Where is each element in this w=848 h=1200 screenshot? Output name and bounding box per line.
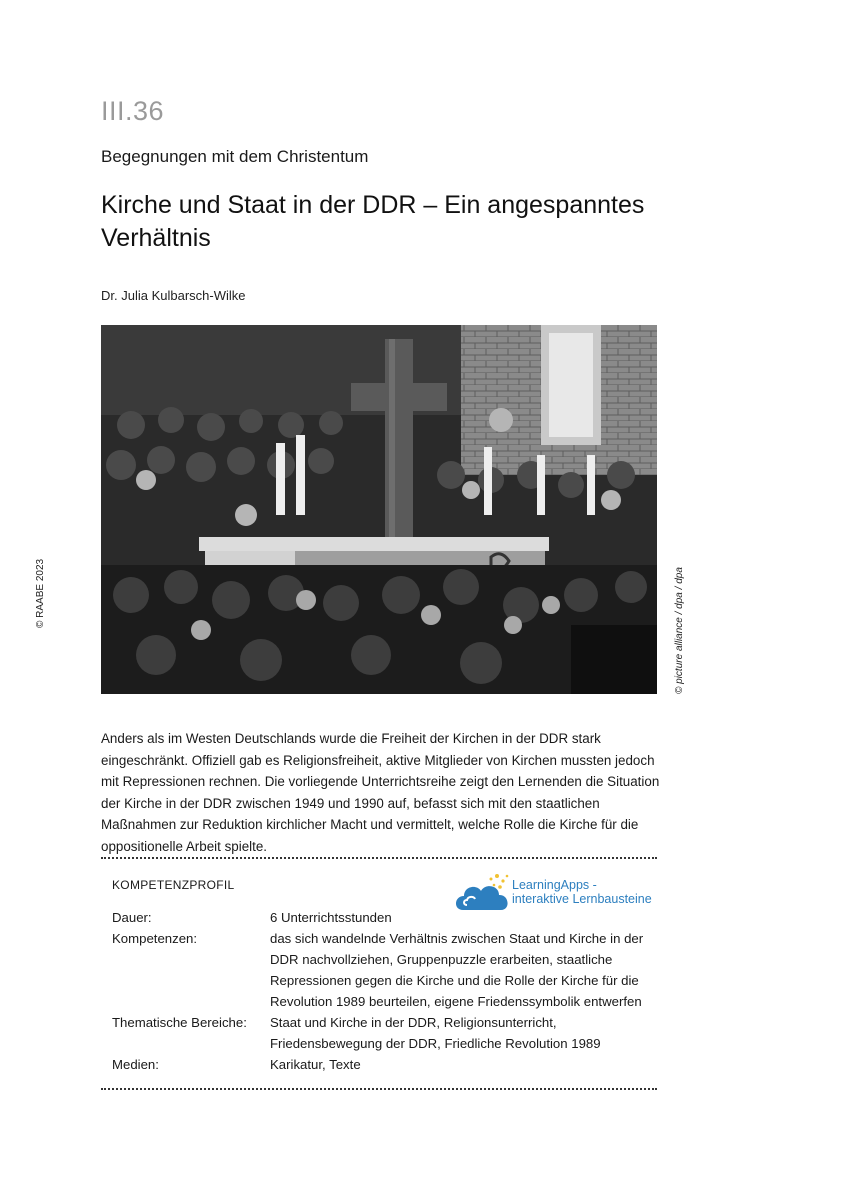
learningapps-line2: interaktive Lernbausteine xyxy=(512,892,652,906)
photo-illustration xyxy=(101,325,657,694)
author: Dr. Julia Kulbarsch-Wilke xyxy=(101,288,246,303)
profile-value: 6 Unterrichtsstunden xyxy=(270,910,392,925)
profile-label: Dauer: xyxy=(112,910,152,925)
learningapps-line1: LearningApps - xyxy=(512,878,597,892)
divider-top xyxy=(101,857,657,859)
profile-value: Karikatur, Texte xyxy=(270,1057,361,1072)
unit-subtitle: Begegnungen mit dem Christentum xyxy=(101,147,369,166)
profile-label: Kompetenzen: xyxy=(112,931,198,946)
profile-value: das sich wandelnde Verhältnis zwischen Staat und Kirche in der DDR nachvollziehen, Gruppenpuzzle erarbeiten, staatliche Repressionen gegen die Kirche und die Rolle der Kirche für die Revolution 1989 beurteilen, eigene Friedenssymbolik entwerfen xyxy=(270,931,644,1009)
photo-credit: © picture alliance / dpa / dpa xyxy=(674,567,685,694)
profile-value: Staat und Kirche in der DDR, Religionsunterricht, Friedensbewegung der DDR, Friedliche Revolution 1989 xyxy=(270,1015,601,1051)
divider-bottom xyxy=(101,1088,657,1090)
intro-paragraph: Anders als im Westen Deutschlands wurde die Freiheit der Kirchen in der DDR stark eingeschränkt. Offiziell gab es Religionsfreiheit, aktive Mitglieder von Kirchen mussten jedoch mit Repressionen rechnen. Die vorliegende Unterrichtsreihe zeigt den Lernenden die Situation der Kirche in der DDR zwischen 1949 und 1990 auf, befasst sich mit den staatlichen Maßnahmen zur Reduktion kirchlicher Macht und vermittelt, welche Rolle die Kirche für die oppositionelle Arbeit spielte. xyxy=(101,731,660,854)
series-code: III.36 xyxy=(101,96,165,126)
learningapps-label xyxy=(512,878,652,906)
profile-label: Thematische Bereiche: xyxy=(112,1015,247,1030)
copyright-note: © RAABE 2023 xyxy=(35,558,46,628)
church-assembly-photo xyxy=(101,325,657,694)
page-title: Kirche und Staat in der DDR – Ein angespanntes Verhältnis xyxy=(101,191,645,252)
competence-profile-heading: KOMPETENZPROFIL xyxy=(112,878,235,892)
profile-label: Medien: xyxy=(112,1057,159,1072)
